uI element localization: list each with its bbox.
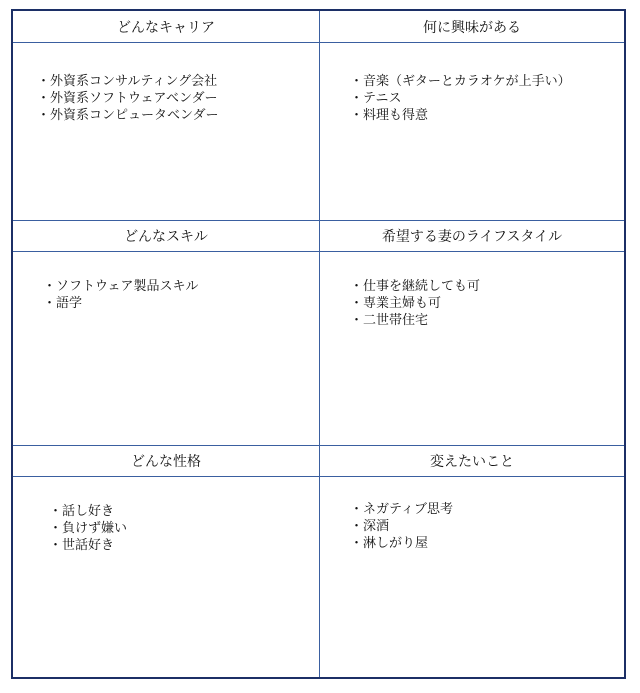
list-item: ・ 二世帯住宅 — [350, 312, 480, 329]
item-list — [350, 278, 480, 329]
item-list — [49, 503, 127, 554]
list-item: ・ 語学 — [43, 295, 198, 312]
section-body-interests — [320, 43, 624, 220]
section-body-personality — [13, 477, 320, 677]
section-header-personality — [13, 445, 320, 477]
section-title: どんなキャリア — [117, 19, 215, 36]
list-item: ・ 淋しがり屋 — [350, 535, 453, 552]
section-header-wife-lifestyle — [320, 220, 624, 252]
list-item: ・ 外資系ソフトウェアベンダー — [37, 90, 219, 107]
item-list — [43, 278, 198, 312]
item-list — [350, 73, 571, 124]
list-item: ・ テニス — [350, 90, 571, 107]
item-list — [37, 73, 219, 124]
section-header-career — [13, 11, 320, 43]
list-item: ・ 負けず嫌い — [49, 520, 127, 537]
list-item: ・ ソフトウェア製品スキル — [43, 278, 198, 295]
section-title: 変えたいこと — [430, 454, 514, 470]
section-title: どんなスキル — [124, 229, 208, 245]
item-list — [350, 501, 453, 552]
section-body-changes — [320, 477, 624, 677]
profile-grid — [11, 9, 626, 679]
list-item: ・ 話し好き — [49, 503, 127, 520]
list-item: ・ 深酒 — [350, 518, 453, 535]
list-item: ・ 外資系コンサルティング会社 — [37, 73, 219, 90]
list-item: ・ 専業主婦も可 — [350, 295, 480, 312]
section-title: 希望する妻のライフスタイル — [381, 229, 563, 245]
list-item: ・ 料理も得意 — [350, 107, 571, 124]
list-item: ・ 音楽（ギターとカラオケが上手い） — [350, 73, 571, 90]
section-body-wife-lifestyle — [320, 252, 624, 445]
section-title: 何に興味がある — [423, 19, 521, 36]
section-header-skills — [13, 220, 320, 252]
list-item: ・ 仕事を継続しても可 — [350, 278, 480, 295]
list-item: ・ 世話好き — [49, 537, 127, 554]
section-header-changes — [320, 445, 624, 477]
list-item: ・ 外資系コンピュータベンダー — [37, 107, 219, 124]
list-item: ・ ネガティブ思考 — [350, 501, 453, 518]
section-body-skills — [13, 252, 320, 445]
section-body-career — [13, 43, 320, 220]
section-header-interests — [320, 11, 624, 43]
section-title: どんな性格 — [131, 454, 201, 470]
